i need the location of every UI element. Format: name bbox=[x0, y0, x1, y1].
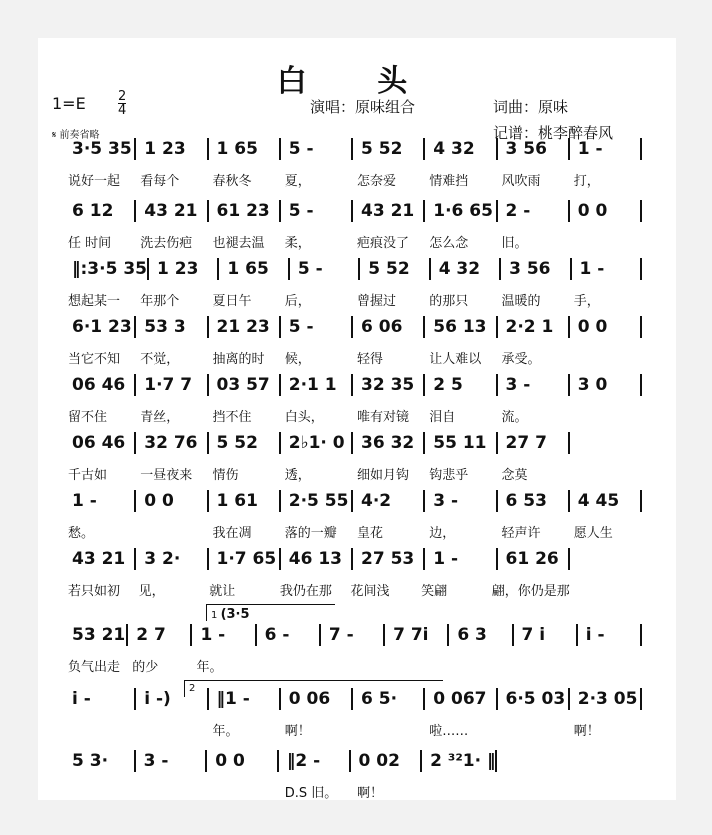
lyric: 一昼夜来 bbox=[140, 468, 193, 483]
measure: 0 0 bbox=[207, 750, 279, 772]
lyric bbox=[353, 720, 425, 739]
measure: 5 3· bbox=[64, 750, 136, 772]
lyric: 透， bbox=[284, 468, 311, 483]
lyric: 年那个 bbox=[140, 294, 180, 309]
lyric: 手， bbox=[573, 294, 600, 309]
lyric bbox=[257, 656, 321, 675]
score-sheet bbox=[38, 38, 676, 800]
staff-line bbox=[64, 432, 570, 483]
measure: 6 06 bbox=[353, 316, 425, 338]
measure: ‖1 - bbox=[209, 688, 281, 710]
lyric: 啊！ bbox=[284, 724, 311, 739]
measure: 2 ³²1· ‖ bbox=[422, 750, 497, 772]
measure: 43 21 bbox=[353, 200, 425, 222]
lyric: 疤痕没了 bbox=[357, 236, 410, 251]
lyric: 洗去伤疤 bbox=[140, 236, 193, 251]
measure: ‖:3·5 35 bbox=[64, 258, 149, 280]
lyric: 千古如 bbox=[68, 468, 108, 483]
measure: 53 3 bbox=[136, 316, 208, 338]
measure: 6·1 23 bbox=[64, 316, 136, 338]
lyric: 见， bbox=[138, 584, 165, 599]
lyric bbox=[321, 656, 385, 675]
measure: 2·2 1 bbox=[498, 316, 570, 338]
measure: 4 45 bbox=[570, 490, 642, 512]
measure: 5 52 bbox=[360, 258, 430, 280]
lyric bbox=[570, 406, 642, 425]
measure: 53 21 bbox=[64, 624, 128, 646]
lyric: 啊！ bbox=[573, 724, 600, 739]
measure: 3 - bbox=[136, 750, 208, 772]
lyric: 愿人生 bbox=[573, 526, 613, 541]
lyric bbox=[385, 656, 449, 675]
lyric bbox=[209, 782, 281, 801]
lyric: 钩悲乎 bbox=[429, 468, 469, 483]
lyric bbox=[570, 232, 642, 251]
measure: 6 12 bbox=[64, 200, 136, 222]
measure: 1 - bbox=[64, 490, 136, 512]
measure: 2·5 55 bbox=[281, 490, 353, 512]
measure: 43 21 bbox=[64, 548, 136, 570]
measure: 32 35 bbox=[353, 374, 425, 396]
lyric bbox=[578, 656, 642, 675]
lyric bbox=[514, 656, 578, 675]
lyric: 风吹雨 bbox=[501, 174, 541, 189]
measure: 5 52 bbox=[353, 138, 425, 160]
measure: 2 5 bbox=[425, 374, 497, 396]
lyrics-row bbox=[64, 406, 642, 425]
measure: 7 7i bbox=[385, 624, 449, 646]
lyrics-row bbox=[64, 782, 498, 801]
measure: 1 23 bbox=[136, 138, 208, 160]
measure: 2 7 bbox=[128, 624, 192, 646]
lyric: 唯有对镜 bbox=[357, 410, 410, 425]
lyric: 承受。 bbox=[501, 352, 541, 367]
measure: 2·3 05 bbox=[570, 688, 642, 710]
lyric bbox=[570, 348, 642, 367]
lyric: 旧。 bbox=[501, 236, 528, 251]
measure: 3·5 35 bbox=[64, 138, 136, 160]
lyric: D.S 旧。 bbox=[284, 786, 338, 801]
notes-row bbox=[64, 490, 642, 512]
intro-omitted-note: 𝄋 前奏省略 bbox=[52, 130, 100, 141]
lyric: 青丝， bbox=[140, 410, 180, 425]
notes-row bbox=[64, 750, 498, 772]
measure: 32 76 bbox=[136, 432, 208, 454]
measure: 1 65 bbox=[209, 138, 281, 160]
staff-line bbox=[64, 258, 642, 309]
lyric: 啊！ bbox=[357, 786, 384, 801]
measure: 3 56 bbox=[501, 258, 571, 280]
lyric: 看每个 bbox=[140, 174, 180, 189]
lyrics-row bbox=[64, 720, 642, 739]
measure: i - bbox=[578, 624, 642, 646]
notes-row bbox=[64, 432, 570, 454]
time-signature bbox=[118, 90, 126, 117]
staff-line bbox=[64, 200, 642, 251]
measure: 1 65 bbox=[219, 258, 289, 280]
measure: 3 - bbox=[498, 374, 570, 396]
lyric: 年。 bbox=[212, 724, 239, 739]
lyric: 流。 bbox=[501, 410, 528, 425]
lyrics-row bbox=[64, 348, 642, 367]
lyric: 年。 bbox=[196, 660, 223, 675]
lyric: 轻声许 bbox=[501, 526, 541, 541]
notes-row bbox=[64, 624, 642, 646]
time-bottom: 4 bbox=[118, 103, 127, 118]
staff-line bbox=[64, 316, 642, 367]
measure: 55 11 bbox=[425, 432, 497, 454]
measure: 6 - bbox=[257, 624, 321, 646]
measure: 4·2 bbox=[353, 490, 425, 512]
measure: 1 23 bbox=[149, 258, 219, 280]
measure: 1 - bbox=[425, 548, 497, 570]
lyric: 夏， bbox=[284, 174, 311, 189]
lyric: 当它不知 bbox=[68, 352, 121, 367]
lyric: 怎奈爱 bbox=[357, 174, 397, 189]
lyric: 情伤 bbox=[212, 468, 239, 483]
volta-1-notes: (3·5 bbox=[220, 607, 250, 622]
measure: 61 23 bbox=[209, 200, 281, 222]
key-signature: 1=E bbox=[52, 94, 86, 113]
lyric: 打， bbox=[573, 174, 600, 189]
notes-row bbox=[64, 200, 642, 222]
measure: 06 46 bbox=[64, 374, 136, 396]
composer: 词曲：原味 bbox=[493, 98, 569, 116]
lyric bbox=[136, 720, 208, 739]
measure: 5 52 bbox=[209, 432, 281, 454]
lyric: 若只如初 bbox=[68, 584, 121, 599]
lyric: 后， bbox=[284, 294, 311, 309]
lyric: 细如月钩 bbox=[357, 468, 410, 483]
singer: 演唱：原味组合 bbox=[310, 98, 416, 116]
lyric: 念莫 bbox=[501, 468, 528, 483]
measure: 7 - bbox=[321, 624, 385, 646]
song-title: 白 头 bbox=[276, 64, 438, 99]
measure: 1 61 bbox=[209, 490, 281, 512]
measure: 56 13 bbox=[425, 316, 497, 338]
measure: 0 0 bbox=[136, 490, 208, 512]
measure: 1·6 65 bbox=[425, 200, 497, 222]
lyric bbox=[449, 656, 513, 675]
lyric: 落的一瓣 bbox=[284, 526, 337, 541]
measure: 5 - bbox=[281, 200, 353, 222]
lyrics-row bbox=[64, 522, 642, 541]
lyric: 我仍在那 bbox=[279, 584, 332, 599]
lyric: 留不住 bbox=[68, 410, 108, 425]
lyric bbox=[136, 782, 208, 801]
measure: 2♭1· 0 bbox=[281, 432, 353, 454]
lyric: 皇花 bbox=[357, 526, 384, 541]
measure: 3 0 bbox=[570, 374, 642, 396]
lyric bbox=[64, 720, 136, 739]
lyric: 夏日午 bbox=[212, 294, 252, 309]
lyric: 曾握过 bbox=[357, 294, 397, 309]
lyric: 白头， bbox=[284, 410, 324, 425]
lyric: 候， bbox=[284, 352, 311, 367]
measure: ‖2 - bbox=[279, 750, 351, 772]
time-top: 2 bbox=[118, 89, 127, 104]
lyrics-row bbox=[64, 290, 642, 309]
lyric bbox=[425, 782, 497, 801]
measure: i -) bbox=[136, 688, 208, 710]
measure: 5 - bbox=[281, 138, 353, 160]
staff-line bbox=[64, 548, 570, 599]
lyric: 负气出走 bbox=[68, 660, 121, 675]
measure: 7 i bbox=[514, 624, 578, 646]
measure: 36 32 bbox=[353, 432, 425, 454]
lyric: 温暖的 bbox=[501, 294, 541, 309]
measure: 46 13 bbox=[281, 548, 353, 570]
staff-line bbox=[64, 624, 642, 675]
measure: 0 0 bbox=[570, 200, 642, 222]
lyrics-row bbox=[64, 232, 642, 251]
lyric: 边， bbox=[429, 526, 456, 541]
measure: 1 - bbox=[570, 138, 642, 160]
measure: 3 - bbox=[425, 490, 497, 512]
measure: 6·5 03 bbox=[498, 688, 570, 710]
notes-row bbox=[64, 138, 642, 160]
measure: 6 53 bbox=[498, 490, 570, 512]
lyric: 不觉， bbox=[140, 352, 180, 367]
measure: 27 7 bbox=[498, 432, 570, 454]
measure: 2·1 1 bbox=[281, 374, 353, 396]
measure: 0 0 bbox=[570, 316, 642, 338]
lyric: 的少 bbox=[132, 660, 159, 675]
lyric: 泪自 bbox=[429, 410, 456, 425]
lyric: 花间浅 bbox=[350, 584, 390, 599]
lyric bbox=[498, 720, 570, 739]
measure: 0 06 bbox=[281, 688, 353, 710]
lyric: 怎么念 bbox=[429, 236, 469, 251]
lyric: 抽离的时 bbox=[212, 352, 265, 367]
lyric: 情难挡 bbox=[429, 174, 469, 189]
measure: 5 - bbox=[281, 316, 353, 338]
measure: 27 53 bbox=[353, 548, 425, 570]
lyric: 挡不住 bbox=[212, 410, 252, 425]
measure: 4 32 bbox=[425, 138, 497, 160]
lyric: 的那只 bbox=[429, 294, 469, 309]
measure: 5 - bbox=[290, 258, 360, 280]
lyric: 春秋冬 bbox=[212, 174, 252, 189]
measure: 1 - bbox=[192, 624, 256, 646]
lyric: 想起某一 bbox=[68, 294, 121, 309]
lyrics-row bbox=[64, 464, 570, 483]
volta-1 bbox=[206, 604, 335, 621]
notes-row bbox=[64, 374, 642, 396]
lyric: 我在凋 bbox=[212, 526, 252, 541]
lyrics-row bbox=[64, 580, 570, 599]
lyric: 啦…… bbox=[429, 724, 469, 739]
lyric: 任 时间 bbox=[68, 236, 112, 251]
measure: 2 - bbox=[498, 200, 570, 222]
measure: 6 3 bbox=[449, 624, 513, 646]
lyric: 就让 bbox=[209, 584, 236, 599]
lyric: 愁。 bbox=[68, 526, 95, 541]
notes-row bbox=[64, 258, 642, 280]
lyric: 说好一起 bbox=[68, 174, 121, 189]
volta-2 bbox=[184, 680, 443, 697]
measure: 0 067 bbox=[425, 688, 497, 710]
measure: 1·7 65 bbox=[209, 548, 281, 570]
staff-line bbox=[64, 750, 498, 801]
measure: 1·7 7 bbox=[136, 374, 208, 396]
measure: 4 32 bbox=[431, 258, 501, 280]
measure: 3 2· bbox=[136, 548, 208, 570]
volta-2-number: 2 bbox=[189, 683, 196, 694]
lyric: 笑翩 bbox=[421, 584, 448, 599]
transcriber: 记谱：桃李醉春风 bbox=[493, 124, 614, 142]
measure: 1 - bbox=[572, 258, 642, 280]
staff-line bbox=[64, 490, 642, 541]
staff-line bbox=[64, 138, 642, 189]
measure: 03 57 bbox=[209, 374, 281, 396]
lyric: 翩，你仍是那 bbox=[491, 584, 570, 599]
measure: 21 23 bbox=[209, 316, 281, 338]
measure: 61 26 bbox=[498, 548, 570, 570]
volta-1-number: 1 bbox=[211, 610, 218, 621]
lyric: 柔， bbox=[284, 236, 311, 251]
measure: 3 56 bbox=[498, 138, 570, 160]
measure: 43 21 bbox=[136, 200, 208, 222]
notes-row bbox=[64, 316, 642, 338]
lyric: 轻得 bbox=[357, 352, 384, 367]
lyric bbox=[64, 782, 136, 801]
lyric: 也褪去温 bbox=[212, 236, 265, 251]
lyric bbox=[136, 522, 208, 541]
notes-row bbox=[64, 548, 570, 570]
measure: i - bbox=[64, 688, 136, 710]
lyrics-row bbox=[64, 170, 642, 189]
lyric: 让人难以 bbox=[429, 352, 482, 367]
measure: 06 46 bbox=[64, 432, 136, 454]
measure: 0 02 bbox=[351, 750, 423, 772]
staff-line bbox=[64, 374, 642, 425]
measure: 6 5· bbox=[353, 688, 425, 710]
lyrics-row bbox=[64, 656, 642, 675]
